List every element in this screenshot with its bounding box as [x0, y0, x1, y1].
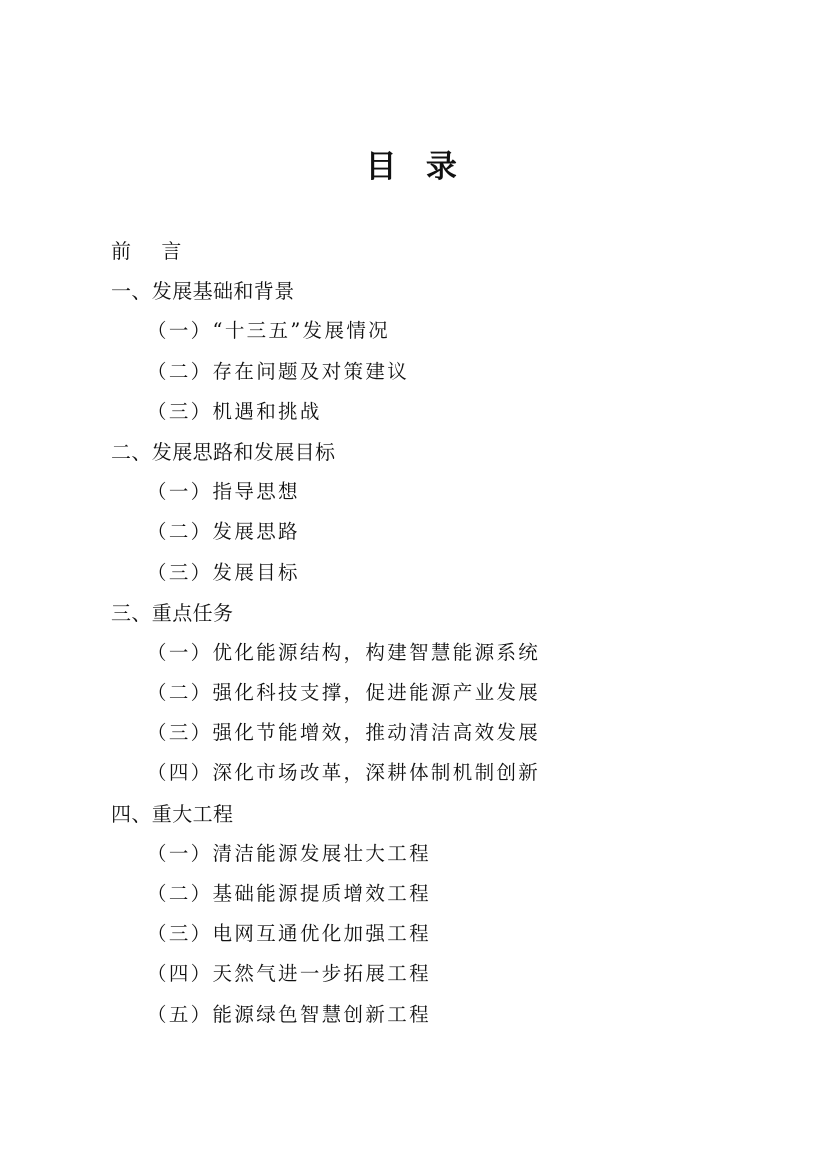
toc-section-2[interactable]: 二、发展思路和发展目标 — [111, 439, 336, 464]
toc-subsection[interactable]: （三）机遇和挑战 — [147, 399, 322, 423]
toc-subsection[interactable]: （一）“十三五”发展情况 — [147, 319, 391, 343]
page-title: 目 录 — [365, 149, 462, 185]
toc-subsection[interactable]: （四）深化市场改革，深耕体制机制创新 — [147, 761, 541, 785]
table-of-contents — [111, 231, 751, 1035]
toc-subsection[interactable]: （二）发展思路 — [147, 520, 300, 544]
toc-subsection[interactable]: （三）强化节能增效，推动清洁高效发展 — [147, 721, 541, 745]
toc-subsection[interactable]: （三）发展目标 — [147, 560, 300, 584]
toc-subsection[interactable]: （一）清洁能源发展壮大工程 — [147, 841, 431, 865]
toc-subsection[interactable]: （二）存在问题及对策建议 — [147, 359, 410, 383]
toc-section-3[interactable]: 三、重点任务 — [111, 600, 234, 625]
toc-subsection[interactable]: （一）优化能源结构，构建智慧能源系统 — [147, 640, 541, 664]
toc-subsection[interactable]: （五）能源绿色智慧创新工程 — [147, 1002, 431, 1026]
toc-section-4[interactable]: 四、重大工程 — [111, 801, 234, 826]
toc-subsection[interactable]: （二）基础能源提质增效工程 — [147, 882, 431, 905]
toc-entry-preface[interactable]: 前 言 — [111, 239, 194, 263]
toc-subsection[interactable]: （一）指导思想 — [147, 480, 300, 504]
toc-subsection[interactable]: （四）天然气进一步拓展工程 — [147, 962, 431, 986]
toc-subsection[interactable]: （二）强化科技支撑，促进能源产业发展 — [147, 681, 541, 705]
toc-section-1[interactable]: 一、发展基础和背景 — [111, 279, 295, 304]
toc-subsection[interactable]: （三）电网互通优化加强工程 — [147, 922, 431, 946]
